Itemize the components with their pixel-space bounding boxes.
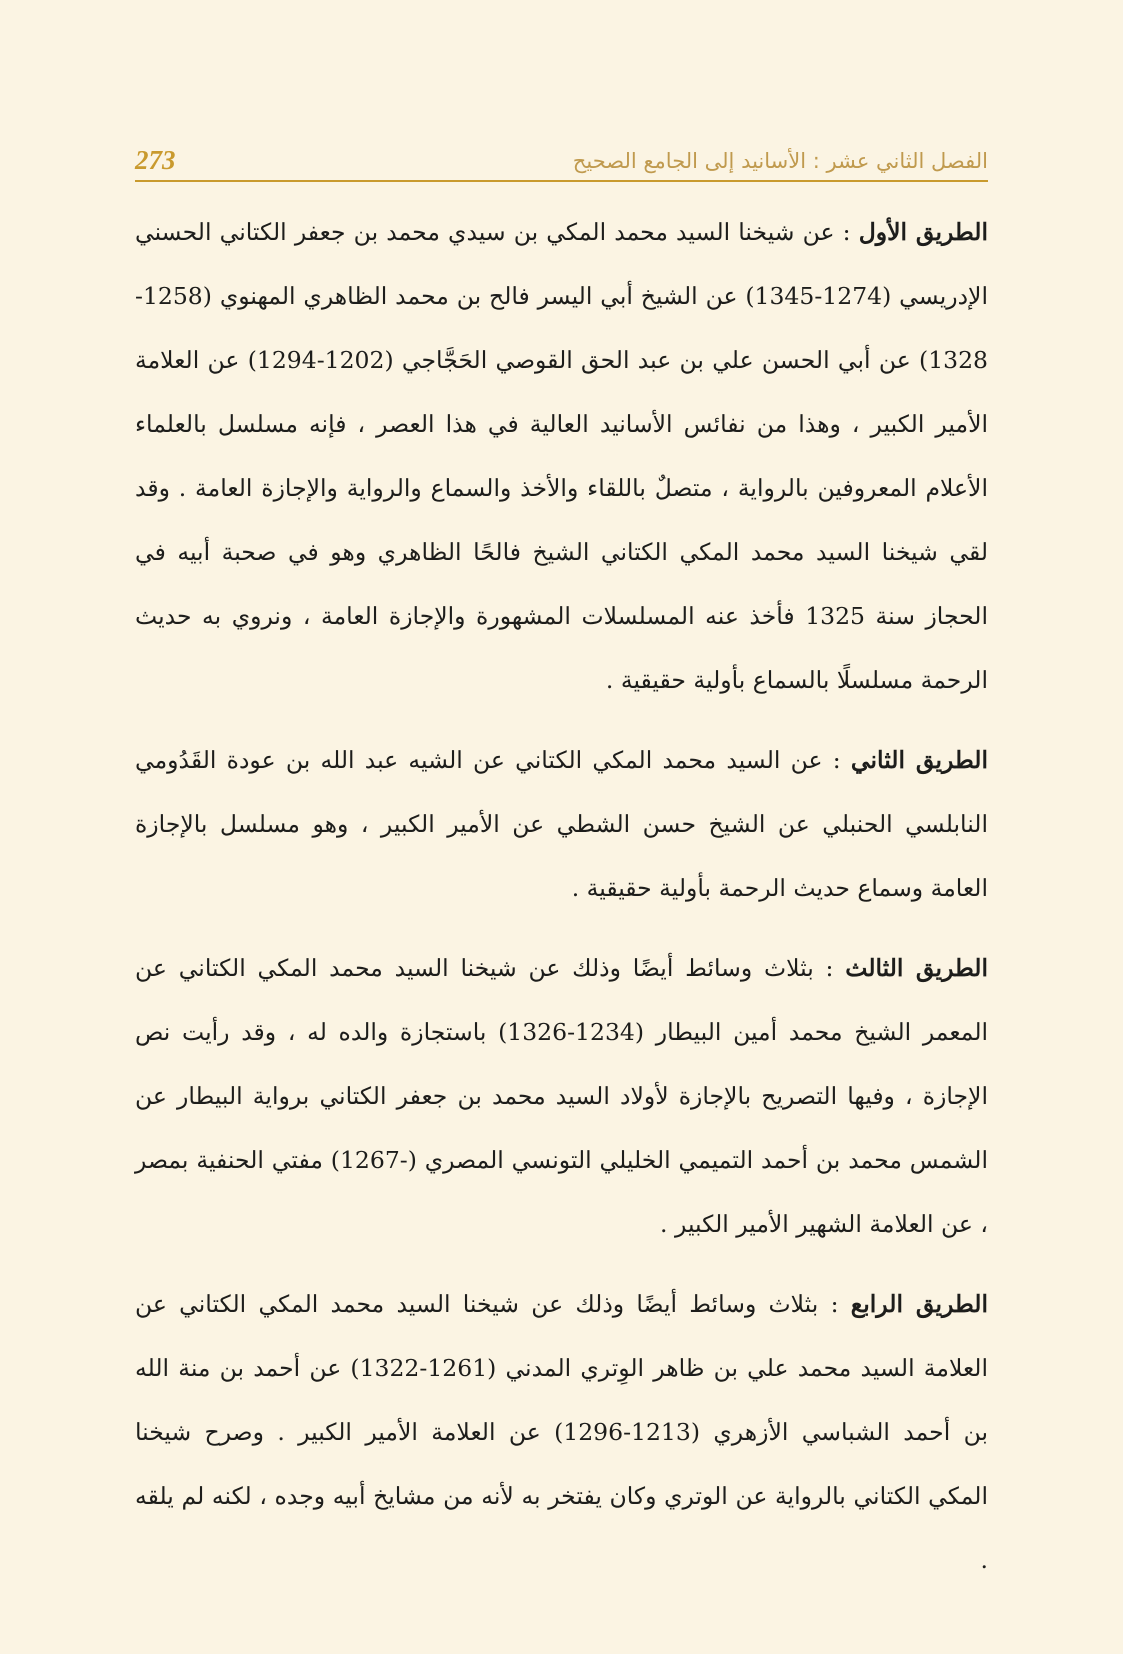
paragraph-lead: الطريق الرابع bbox=[850, 1290, 988, 1318]
paragraph-first-route bbox=[135, 200, 988, 712]
body-text bbox=[135, 200, 988, 1592]
paragraph-text: : عن السيد محمد المكي الكتاني عن الشيه عبد الله بن عودة القَدُومي النابلسي الحنبلي عن الشيخ حسن الشطي عن الأمير الكبير ، وهو مسلسل بالإجازة العامة وسماع حديث الرحمة بأولية حقيقية . bbox=[135, 746, 988, 902]
paragraph-fourth-route bbox=[135, 1272, 988, 1592]
paragraph-lead: الطريق الثالث bbox=[845, 954, 988, 982]
paragraph-third-route bbox=[135, 936, 988, 1256]
page-number: 273 bbox=[135, 145, 176, 175]
paragraph-lead: الطريق الثاني bbox=[850, 746, 988, 774]
running-title: الفصل الثاني عشر : الأسانيد إلى الجامع الصحيح bbox=[572, 149, 988, 173]
page-header bbox=[135, 134, 988, 182]
paragraph-text: : بثلاث وسائط أيضًا وذلك عن شيخنا السيد محمد المكي الكتاني عن المعمر الشيخ محمد أمين البيطار (1234-1326) باستجازة والده له ، وقد رأيت نص الإجازة ، وفيها التصريح بالإجازة لأولاد السيد محمد بن جعفر الكتاني برواية البيطار عن الشمس محمد بن أحمد التميمي الخليلي التونسي المصري (-1267) مفتي الحنفية بمصر ، عن العلامة الشهير الأمير الكبير . bbox=[135, 954, 989, 1238]
paragraph-second-route bbox=[135, 728, 988, 920]
paragraph-text: : بثلاث وسائط أيضًا وذلك عن شيخنا السيد محمد المكي الكتاني عن العلامة السيد محمد علي بن ظاهر الوِتري المدني (1261-1322) عن أحمد بن منة الله بن أحمد الشباسي الأزهري (1213-1296) عن العلامة الأمير الكبير . وصرح شيخنا المكي الكتاني بالرواية عن الوتري وكان يفتخر به لأنه من مشايخ أبيه وجده ، لكنه لم يلقه . bbox=[135, 1290, 989, 1574]
paragraph-text: : عن شيخنا السيد محمد المكي بن سيدي محمد بن جعفر الكتاني الحسني الإدريسي (1274-1345) عن الشيخ أبي اليسر فالح بن محمد الظاهري المهنوي (1258-1328) عن أبي الحسن علي بن عبد الحق القوصي الحَجَّاجي (1202-1294) عن العلامة الأمير الكبير ، وهذا من نفائس الأسانيد العالية في هذا العصر ، فإنه مسلسل بالعلماء الأعلام المعروفين بالرواية ، متصلٌ باللقاء والأخذ والسماع والرواية والإجازة العامة . وقد لقي شيخنا السيد محمد المكي الكتاني الشيخ فالحًا الظاهري وهو في صحبة أبيه في الحجاز سنة 1325 فأخذ عنه المسلسلات المشهورة والإجازة العامة ، ونروي به حديث الرحمة مسلسلًا بالسماع بأولية حقيقية . bbox=[135, 218, 989, 694]
paragraph-lead: الطريق الأول bbox=[858, 218, 988, 246]
